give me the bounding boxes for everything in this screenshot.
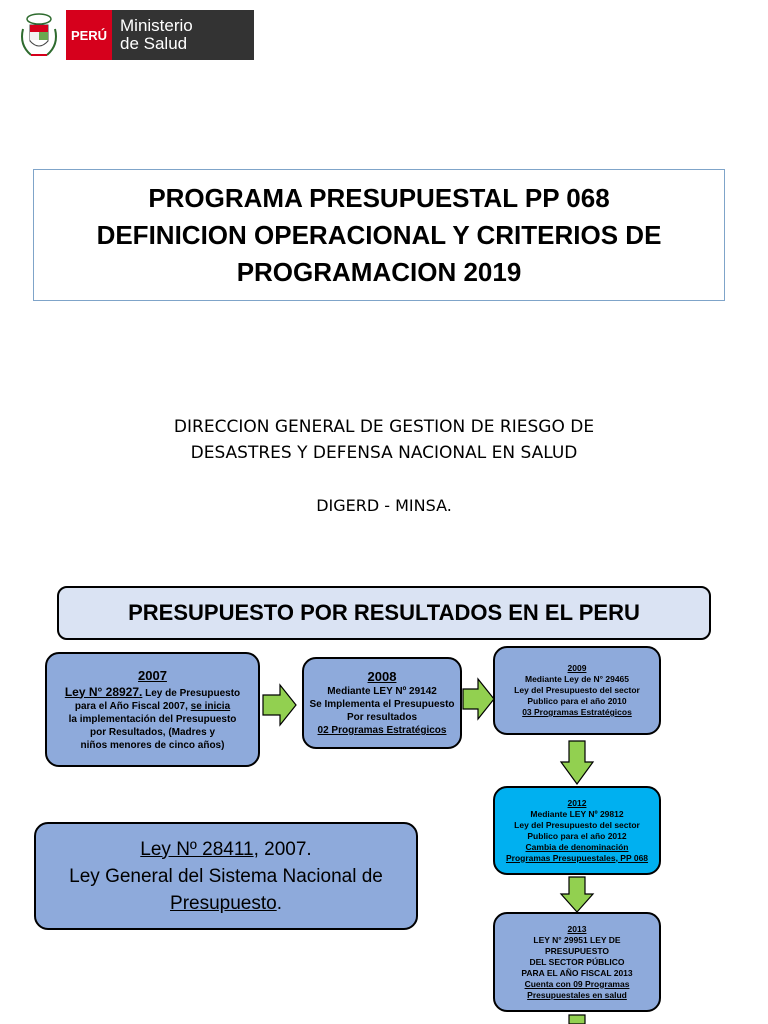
node-2007-line-2 xyxy=(75,700,230,713)
timeline-node-2013 xyxy=(493,912,661,1012)
timeline-node-2009 xyxy=(493,646,661,735)
node-2007-line-4: por Resultados, (Madres y xyxy=(89,726,216,738)
node-2009-line-4: 03 Programas Estratégicos xyxy=(522,707,632,717)
node-2013-year: 2013 xyxy=(567,923,587,934)
node-2009-line-3: Publico para el año 2010 xyxy=(527,696,627,706)
subtitle-line-2: DESASTRES Y DEFENSA NACIONAL EN SALUD xyxy=(190,443,578,463)
title-line-1: PROGRAMA PRESUPUESTAL PP 068 xyxy=(148,182,610,213)
timeline-node-2012 xyxy=(493,786,661,875)
law-28411-line-1 xyxy=(140,836,311,863)
node-2008-line-4: 02 Programas Estratégicos xyxy=(317,725,447,736)
node-2009-line-1: Mediante Ley de N° 29465 xyxy=(524,674,630,684)
node-2012-line-5: Programas Presupuestales, PP 068 xyxy=(505,852,649,863)
node-2007-line-5: niños menores de cinco años) xyxy=(80,739,225,751)
arrow-right-icon xyxy=(262,683,298,727)
law-28411-year: , 2007. xyxy=(253,838,312,860)
law-28411-line-2: Ley General del Sistema Nacional de xyxy=(69,865,383,887)
node-2013-line-1: LEY N° 29951 LEY DE xyxy=(533,934,621,945)
node-2008-line-1: Mediante LEY Nº 29142 xyxy=(327,686,437,697)
peru-label: PERÚ xyxy=(66,10,112,60)
node-2012-line-3: Publico para el año 2012 xyxy=(527,830,627,841)
arrow-down-icon xyxy=(559,740,595,786)
node-2009-line-2: Ley del Presupuesto del sector xyxy=(514,685,640,695)
directorate-acronym: DIGERD - MINSA. xyxy=(316,496,452,515)
node-2013-line-3: DEL SECTOR PÚBLICO xyxy=(529,956,625,967)
title-line-2: DEFINICION OPERACIONAL Y CRITERIOS DE xyxy=(96,219,662,250)
law-28411-period: . xyxy=(276,892,282,914)
node-2007-year: 2007 xyxy=(138,667,167,683)
law-28411-presupuesto: Presupuesto xyxy=(170,892,277,914)
node-2007-line-3: la implementación del Presupuesto xyxy=(68,713,237,725)
ministry-line-2: de Salud xyxy=(120,34,188,53)
diagram-banner: PRESUPUESTO POR RESULTADOS EN EL PERU xyxy=(57,586,711,640)
arrow-down-icon xyxy=(566,1014,588,1024)
node-2009-year: 2009 xyxy=(567,663,587,673)
node-2007-law: Ley N° 28927. xyxy=(64,684,143,699)
node-2013-line-4: PARA EL AÑO FISCAL 2013 xyxy=(521,967,633,978)
law-28411-line-3 xyxy=(170,890,282,917)
title-line-3: PROGRAMACION 2019 xyxy=(236,256,522,287)
timeline-node-2007 xyxy=(45,652,260,767)
node-2013-line-2: PRESUPUESTO xyxy=(544,945,610,956)
node-2007-start: se inicia xyxy=(190,700,231,712)
law-28411-box xyxy=(34,822,418,930)
node-2012-year: 2012 xyxy=(567,797,587,808)
node-2013-line-6: Presupuestales en salud xyxy=(527,989,627,1000)
subtitle-line-1: DIRECCION GENERAL DE GESTION DE RIESGO DE xyxy=(173,417,595,437)
node-2008-line-3: Por resultados xyxy=(346,712,418,723)
document-title-box xyxy=(33,169,725,301)
ministry-line-1: Ministerio xyxy=(120,16,193,35)
node-2007-fiscal: para el Año Fiscal 2007, xyxy=(74,700,188,712)
node-2012-line-4: Cambia de denominación xyxy=(525,841,629,852)
timeline-node-2008 xyxy=(302,657,462,749)
node-2012-line-1: Mediante LEY Nº 29812 xyxy=(530,808,624,819)
directorate-name xyxy=(60,414,708,466)
ministry-logo xyxy=(14,10,254,60)
node-2008-line-2: Se Implementa el Presupuesto xyxy=(309,699,455,710)
arrow-down-icon xyxy=(559,876,595,914)
node-2008-year: 2008 xyxy=(367,669,397,684)
node-2012-line-2: Ley del Presupuesto del sector xyxy=(514,819,640,830)
node-2007-law-desc: Ley de Presupuesto xyxy=(142,687,241,699)
ministry-name xyxy=(112,10,254,60)
node-2007-line-1 xyxy=(65,686,240,700)
coat-of-arms-icon xyxy=(14,10,64,60)
node-2013-line-5: Cuenta con 09 Programas xyxy=(524,978,630,989)
arrow-right-icon xyxy=(462,677,496,721)
law-28411-number: Ley Nº 28411 xyxy=(140,838,254,860)
